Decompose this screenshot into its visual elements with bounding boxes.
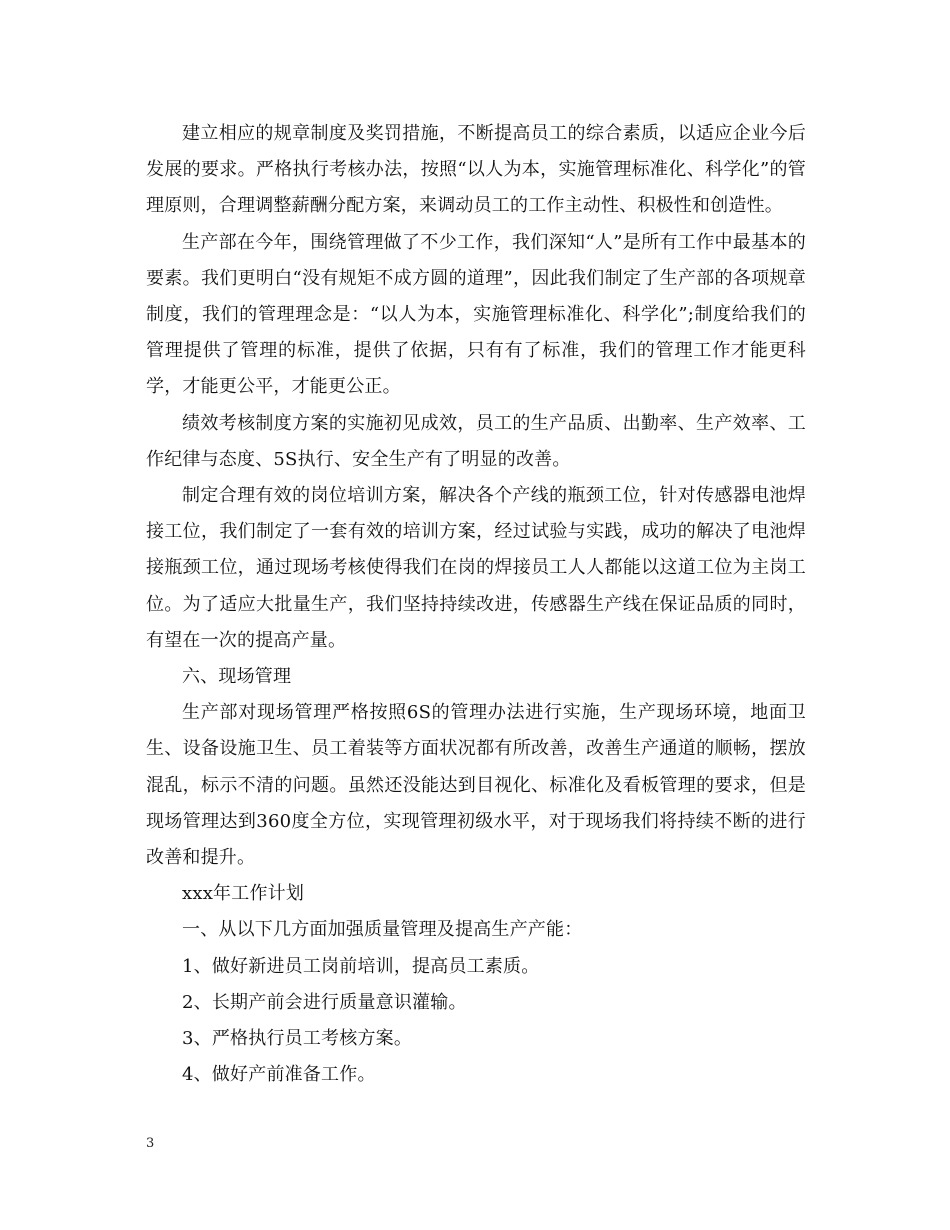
paragraph-training-plan: 制定合理有效的岗位培训方案，解决各个产线的瓶颈工位，针对传感器电池焊接工位，我们制定了一套有效的培训方案，经过试验与实践，成功的解决了电池焊接瓶颈工位，通过现场考核使得我们在岗的焊接员工人人都能以这道工位为主岗工位。为了适应大批量生产，我们坚持持续改进，传感器生产线在保证品质的同时，有望在一次的提高产量。 xyxy=(146,485,806,651)
heading-quality-management: 一、从以下几方面加强质量管理及提高生产产能： xyxy=(182,919,583,941)
paragraph-performance-assessment: 绩效考核制度方案的实施初见成效，员工的生产品质、出勤率、生产效率、工作纪律与态度、5S执行、安全生产有了明显的改善。 xyxy=(146,412,806,470)
page-number: 3 xyxy=(146,1136,155,1151)
section-heading-site-management: 六、现场管理 xyxy=(182,666,292,688)
list-item-4: 4、做好产前准备工作。 xyxy=(182,1064,376,1086)
document-body xyxy=(146,116,806,1093)
list-item-3: 3、严格执行员工考核方案。 xyxy=(182,1028,413,1050)
list-item-1: 1、做好新进员工岗前培训，提高员工素质。 xyxy=(182,955,540,977)
list-item-2: 2、长期产前会进行质量意识灌输。 xyxy=(182,991,467,1013)
paragraph-management-work: 生产部在今年，围绕管理做了不少工作，我们深知“人”是所有工作中最基本的要素。我们更明白“没有规矩不成方圆的道理”，因此我们制定了生产部的各项规章制度，我们的管理理念是：“以人为本，实施管理标准化、科学化”;制度给我们的管理提供了管理的标准，提供了依据，只有有了标准，我们的管理工作才能更科学，才能更公平，才能更公正。 xyxy=(146,231,806,398)
paragraph-site-management: 生产部对现场管理严格按照6S的管理办法进行实施，生产现场环境，地面卫生、设备设施卫生、员工着装等方面状况都有所改善，改善生产通道的顺畅，摆放混乱，标示不清的问题。虽然还没能达到目视化、标准化及看板管理的要求，但是现场管理达到360度全方位，实现管理初级水平，对于现场我们将持续不断的进行改善和提升。 xyxy=(146,702,806,869)
paragraph-rules-and-incentives: 建立相应的规章制度及奖罚措施，不断提高员工的综合素质，以适应企业今后发展的要求。严格执行考核办法，按照“以人为本，实施管理标准化、科学化”的管理原则，合理调整薪酬分配方案，来调动员工的工作主动性、积极性和创造性。 xyxy=(146,123,806,217)
heading-work-plan: xxx年工作计划 xyxy=(182,883,305,905)
